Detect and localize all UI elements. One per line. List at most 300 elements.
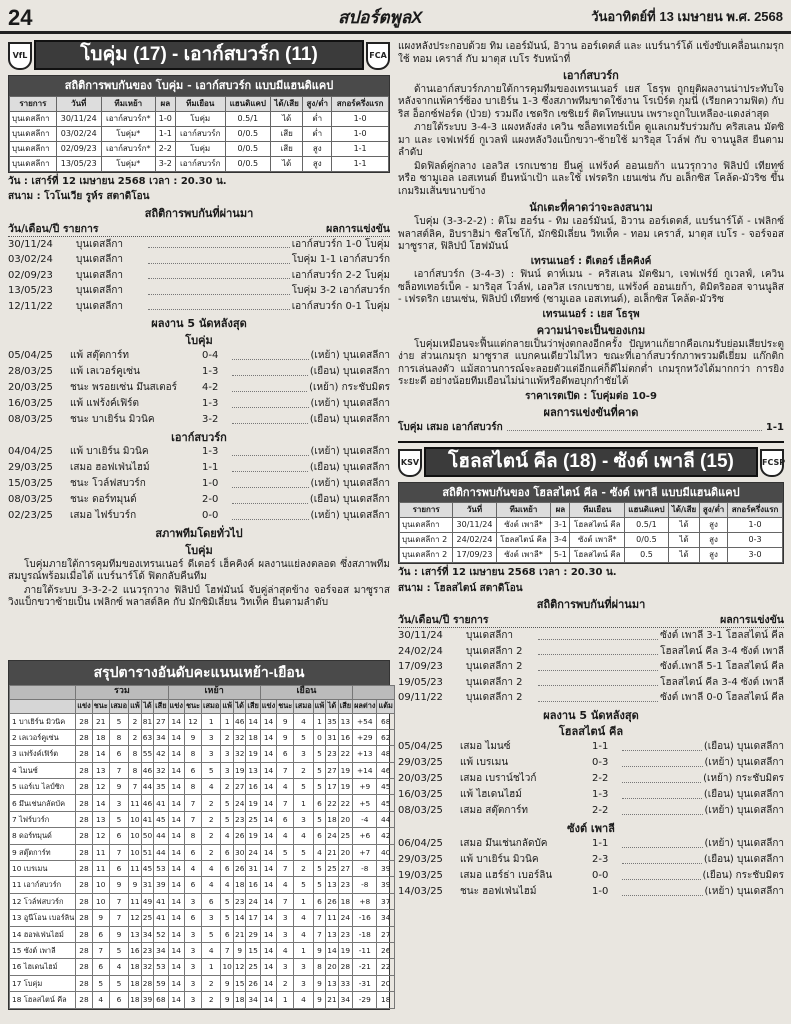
issue-date: วันอาทิตย์ที่ 13 เมษายน พ.ศ. 2568 xyxy=(591,9,783,24)
standings-cell: 49 xyxy=(141,893,153,909)
standings-cell: 14 xyxy=(260,795,276,811)
standings-cell: 2 xyxy=(202,811,221,827)
form-match-row xyxy=(8,348,390,364)
match2-team-b-label: ซังต์ เพาลี xyxy=(567,822,615,836)
standings-cell: 48 xyxy=(377,746,394,762)
standings-cell: 33 xyxy=(338,975,352,991)
standings-cell: 14 xyxy=(260,861,276,877)
standings-cell: 3 xyxy=(184,942,201,958)
standings-cell: 6 xyxy=(184,877,201,893)
form-venue: (เหย้า) กระชับมิตร xyxy=(703,773,784,785)
standings-cell: 28 xyxy=(338,959,352,975)
form-opponent: แพ้ แฟร้งค์เฟิร์ต xyxy=(70,397,140,409)
past-match-row xyxy=(8,283,390,299)
standings-cell: 10 xyxy=(92,893,109,909)
standings-cell: 7 xyxy=(184,795,201,811)
standings-cell: 4 xyxy=(294,910,313,926)
standings-cell: 9 xyxy=(221,975,234,991)
form-score: 1-3 xyxy=(202,365,219,377)
h2h-cell: ได้ xyxy=(668,548,699,563)
form-score: 0-4 xyxy=(202,349,219,361)
standings-team: 7 ไฟร์บวร์ก xyxy=(10,811,76,827)
standings-header-cell: เสมอ xyxy=(202,699,221,713)
standings-cell: 14 xyxy=(260,713,276,729)
standings-cell: 18 xyxy=(246,729,260,745)
standings-cell: 5 xyxy=(221,811,234,827)
standings-cell: 27 xyxy=(326,762,338,778)
h2h-header-cell: ทีมเหย้า xyxy=(496,503,551,518)
h2h-cell: บุนเดสลีกา 2 xyxy=(400,533,453,548)
standings-cell: 28 xyxy=(76,861,92,877)
standings-cell: 7 xyxy=(109,893,128,909)
standings-cell: 8 xyxy=(109,729,128,745)
standings-cell: 2 xyxy=(202,795,221,811)
standings-cell: 4 xyxy=(202,942,221,958)
form-match-row xyxy=(398,868,784,884)
standings-cell: 7 xyxy=(221,942,234,958)
standings-header-cell: เสีย xyxy=(338,699,352,713)
standings-cell: 14 xyxy=(168,713,184,729)
h2h-cell: 0/0.5 xyxy=(225,141,270,156)
standings-cell: 9 xyxy=(221,992,234,1008)
standings-cell: 9 xyxy=(109,779,128,795)
match1-para1: โบคุ่มภายใต้การคุมทีมของเทรนเนอร์ ดีเตอร์ เฮ็คคิงค์ ผลงานแย่ลงตลอด ซึ่งสภาพทีมสมบูรณ์พร้อมเมื่อได้ แบร์นาร์โด้ ฟิตกลับคืนทีม xyxy=(8,558,390,583)
h2h-cell: 17/09/23 xyxy=(453,548,496,563)
standings-cell: 24 xyxy=(234,795,246,811)
match1-coach-b: เทรนเนอร์ : เยส โธรุพ xyxy=(542,308,640,320)
standings-cell: 10 xyxy=(92,877,109,893)
match1-pred-title: ผลการแข่งขันที่คาด xyxy=(543,406,639,420)
standings-cell: 7 xyxy=(277,762,294,778)
standings-cell: 23 xyxy=(234,811,246,827)
h2h-cell: 1-1 xyxy=(332,141,389,156)
past-date: 13/05/23 xyxy=(8,285,53,297)
form-venue: (เหย้า) บุนเดสลีกา xyxy=(704,757,784,769)
standings-row xyxy=(10,713,395,729)
h2h-cell: 1-0 xyxy=(332,126,389,141)
standings-cell: 14 xyxy=(260,893,276,909)
standings-cell: 24 xyxy=(246,844,260,860)
standings-cell: 32 xyxy=(154,762,168,778)
form-match-row xyxy=(398,836,784,852)
standings-cell: 14 xyxy=(168,959,184,975)
standings-cell: 22 xyxy=(338,795,352,811)
match1-h2h-box xyxy=(8,75,390,173)
match1-right-team-b: เอาก์สบวร์ก xyxy=(563,69,619,82)
past-competition: บุนเดสลีกา xyxy=(76,285,123,297)
standings-cell: 19 xyxy=(246,746,260,762)
standings-cell: 53 xyxy=(154,861,168,877)
standings-cell: 8 xyxy=(129,762,142,778)
standings-cell: 81 xyxy=(141,713,153,729)
standings-cell: 12 xyxy=(92,828,109,844)
standings-cell: 6 xyxy=(109,828,128,844)
standings-cell: 46 xyxy=(234,713,246,729)
dotted-leader xyxy=(538,675,658,687)
standings-team: 13 อูนีโอน เบอร์ลิน xyxy=(10,910,76,926)
h2h-cell: ต่ำ xyxy=(303,126,332,141)
standings-cell: 14 xyxy=(326,942,338,958)
h2h-cell: 5-1 xyxy=(551,548,570,563)
standings-cell: 34 xyxy=(377,910,394,926)
standings-cell: 11 xyxy=(129,861,142,877)
standings-cell: 23 xyxy=(141,942,153,958)
form-match-row xyxy=(398,755,784,771)
match1-lineup-b: เอาก์สบวร์ก (3-4-3) : ฟินน์ ดาห์เมน - คริสเลน มัตซิมา, เจฟเฟร์ย์ กูเวลฟ์, เควิน ซล็อทเทอร์เบ็ค - มาริอุส โวล์ฟ, เอลวิส เรกเบชาย, แฟร้งค์ ออนเยก้า, ดิมิตริออส จานนูลิส - เฟรดริก เยนเซ่น, ฟิลิปป์ เทียทซ์ (ซามูเอล เอสเทนด์), อเล็กซิส โคล้ด-มัวริซ xyxy=(398,269,784,305)
past-date: 19/05/23 xyxy=(398,676,443,688)
dotted-leader xyxy=(232,492,308,504)
form-date: 29/03/25 xyxy=(8,462,53,474)
standings-cell: 14 xyxy=(260,779,276,795)
standings-header-cell: เสีย xyxy=(246,699,260,713)
standings-row xyxy=(10,746,395,762)
form-venue: (เหย้า) บุนเดสลีกา xyxy=(704,885,784,897)
standings-cell: 14 xyxy=(260,910,276,926)
dotted-leader xyxy=(232,412,308,424)
h2h-cell: บุนเดสลีกา xyxy=(10,156,57,171)
standings-cell: 5 xyxy=(313,762,326,778)
h2h-row xyxy=(400,548,783,563)
standings-cell: 23 xyxy=(338,877,352,893)
standings-cell: 21 xyxy=(326,844,338,860)
standings-table xyxy=(9,685,395,1009)
standings-cell: 28 xyxy=(76,942,92,958)
standings-team: 18 โฮลสไตน์ คีล xyxy=(10,992,76,1008)
standings-cell: 6 xyxy=(221,844,234,860)
standings-cell: +7 xyxy=(353,844,377,860)
match1-stadium: สนาม : โวโนเวีย รูห์ร สตาดิโอน xyxy=(8,191,150,203)
past-match-row xyxy=(398,644,784,660)
standings-cell: 23 xyxy=(234,893,246,909)
standings-cell: 14 xyxy=(260,811,276,827)
standings-cell: 3 xyxy=(184,975,201,991)
match1-condition-team: โบคุ่ม xyxy=(185,544,213,558)
h2h-cell: โบคุ่ม xyxy=(175,141,225,156)
past-date: 24/02/24 xyxy=(398,645,443,657)
standings-cell: 14 xyxy=(168,779,184,795)
dotted-leader xyxy=(232,460,308,472)
standings-cell: 27 xyxy=(234,779,246,795)
form-opponent: ชนะ พรอยเซ่น มึนสเตอร์ xyxy=(70,381,178,393)
standings-cell: 28 xyxy=(76,926,92,942)
standings-cell: -29 xyxy=(353,992,377,1008)
form-opponent: เสมอ สตุ๊ตการ์ท xyxy=(460,805,529,817)
standings-cell: 4 xyxy=(294,828,313,844)
standings-cell: 7 xyxy=(277,861,294,877)
h2h-cell: ได้ xyxy=(270,156,302,171)
standings-cell: 62 xyxy=(377,729,394,745)
standings-cell: +54 xyxy=(353,713,377,729)
past-result: โบคุ่ม 1-1 เอาก์สบวร์ก xyxy=(291,254,390,266)
standings-cell: 28 xyxy=(76,877,92,893)
form-venue: (เยือน) บุนเดสลีกา xyxy=(309,494,390,506)
standings-cell: 44 xyxy=(154,828,168,844)
dotted-leader xyxy=(538,690,658,702)
form-match-row xyxy=(8,444,390,460)
standings-cell: 3 xyxy=(184,893,201,909)
standings-cell: 28 xyxy=(76,910,92,926)
standings-cell: -8 xyxy=(353,877,377,893)
form-score: 0-3 xyxy=(592,757,609,769)
form-opponent: เสมอ มึนเช่นกลัดบัค xyxy=(460,837,548,849)
standings-cell: 14 xyxy=(260,828,276,844)
standings-cell: 11 xyxy=(129,795,142,811)
standings-header-cell: เสมอ xyxy=(294,699,313,713)
standings-cell: 2 xyxy=(202,992,221,1008)
standings-cell: 5 xyxy=(294,844,313,860)
standings-team: 15 ซังต์ เพาลี xyxy=(10,942,76,958)
standings-cell: 42 xyxy=(154,746,168,762)
dotted-leader xyxy=(538,628,658,640)
standings-cell: 10 xyxy=(129,828,142,844)
dotted-leader xyxy=(622,787,702,799)
standings-row xyxy=(10,975,395,991)
form-opponent: แพ้ บาเยิร์น มิวนิค xyxy=(460,853,539,865)
standings-cell: 41 xyxy=(154,910,168,926)
standings-team: 3 แฟร้งค์เฟิร์ต xyxy=(10,746,76,762)
standings-cell: 19 xyxy=(338,779,352,795)
standings-cell: 11 xyxy=(92,861,109,877)
past-competition: บุนเดสลีกา 2 xyxy=(466,645,523,657)
standings-cell: 19 xyxy=(338,762,352,778)
standings-header-cell: ชนะ xyxy=(184,699,201,713)
standings-cell: 6 xyxy=(277,746,294,762)
h2h-header-cell: รายการ xyxy=(10,96,57,111)
standings-cell: 25 xyxy=(141,910,153,926)
standings-cell: 15 xyxy=(246,942,260,958)
h2h-row xyxy=(10,141,389,156)
dotted-leader xyxy=(232,364,308,376)
dotted-leader xyxy=(148,283,290,295)
form-date: 08/03/25 xyxy=(8,413,53,425)
form-date: 29/03/25 xyxy=(398,853,443,865)
match1-h2h-title: สถิติการพบกันของ โบคุ่ม - เอาก์สบวร์ก แบบมีแฮนดิแคป xyxy=(9,76,389,96)
h2h-cell: บุนเดสลีกา xyxy=(10,126,57,141)
standings-cell: +6 xyxy=(353,828,377,844)
standings-cell: 42 xyxy=(377,828,394,844)
standings-cell: 27 xyxy=(338,861,352,877)
standings-cell: 28 xyxy=(76,729,92,745)
standings-cell: 4 xyxy=(294,713,313,729)
standings-cell: 28 xyxy=(76,762,92,778)
standings-cell: 12 xyxy=(129,910,142,926)
match1-form-b-list xyxy=(8,444,390,524)
standings-header-cell: เสีย xyxy=(154,699,168,713)
match1-h2h-table xyxy=(9,96,389,172)
standings-cell: 3 xyxy=(184,926,201,942)
form-date: 19/03/25 xyxy=(398,869,443,881)
standings-cell: 5 xyxy=(294,877,313,893)
standings-cell: 27 xyxy=(154,713,168,729)
form-opponent: ชนะ บาเยิร์น มิวนิค xyxy=(70,413,155,425)
standings-cell: 14 xyxy=(168,844,184,860)
standings-cell: 35 xyxy=(326,713,338,729)
h2h-header-cell: แฮนดิแคป xyxy=(225,96,270,111)
standings-cell: 18 xyxy=(234,877,246,893)
standings-cell: 6 xyxy=(202,893,221,909)
h2h-cell: สูง xyxy=(700,518,728,533)
standings-cell: 20 xyxy=(377,975,394,991)
standings-cell: 18 xyxy=(129,959,142,975)
standings-row xyxy=(10,844,395,860)
h2h-cell: 1-0 xyxy=(332,111,389,126)
standings-cell: 46 xyxy=(141,762,153,778)
past-result: โฮลสไตน์ คีล 3-4 ซังต์ เพาลี xyxy=(660,645,784,657)
match1-team-a-label: โบคุ่ม xyxy=(185,333,213,347)
standings-cell: 4 xyxy=(313,844,326,860)
standings-group-blank xyxy=(353,685,395,699)
form-date: 20/03/25 xyxy=(8,381,53,393)
form-score: 1-0 xyxy=(202,478,219,490)
standings-cell: 14 xyxy=(168,992,184,1008)
form-date: 04/04/25 xyxy=(8,446,53,458)
standings-cell: 14 xyxy=(168,893,184,909)
standings-cell: 14 xyxy=(92,746,109,762)
standings-cell: 5 xyxy=(109,975,128,991)
standings-cell: 21 xyxy=(326,992,338,1008)
standings-row xyxy=(10,811,395,827)
standings-cell: 3 xyxy=(202,910,221,926)
standings-cell: -31 xyxy=(353,975,377,991)
standings-cell: 7 xyxy=(277,795,294,811)
standings-team: 6 มึนเช่นกลัดบัค xyxy=(10,795,76,811)
h2h-cell: 30/11/24 xyxy=(453,518,496,533)
standings-cell: 4 xyxy=(202,861,221,877)
standings-row xyxy=(10,992,395,1008)
standings-cell: 8 xyxy=(313,959,326,975)
standings-cell: 14 xyxy=(168,910,184,926)
standings-cell: 6 xyxy=(313,795,326,811)
form-match-row xyxy=(398,803,784,819)
standings-cell: 14 xyxy=(168,795,184,811)
form-venue: (เหย้า) บุนเดสลีกา xyxy=(704,805,784,817)
standings-cell: 14 xyxy=(168,811,184,827)
form-score: 1-1 xyxy=(202,462,219,474)
standings-cell: 4 xyxy=(277,828,294,844)
standings-cell: 31 xyxy=(326,729,338,745)
standings-cell: 28 xyxy=(76,975,92,991)
standings-cell: 39 xyxy=(141,992,153,1008)
standings-cell: 5 xyxy=(313,861,326,877)
form-date: 20/03/25 xyxy=(398,773,443,785)
match2-stadium: สนาม : โฮลสไตน์ สตาดิโอน xyxy=(398,582,523,594)
h2h-cell: 2-2 xyxy=(155,141,175,156)
match2-h2h-table xyxy=(399,502,783,563)
h2h-cell: โฮลสไตน์ คีล xyxy=(570,518,625,533)
standings-cell: 14 xyxy=(260,992,276,1008)
standings-cell: 7 xyxy=(313,910,326,926)
standings-cell: 15 xyxy=(234,975,246,991)
form-opponent: ชนะ ฮอฟเฟ่นไฮม์ xyxy=(460,885,537,897)
standings-cell: 16 xyxy=(129,942,142,958)
standings-cell: 0 xyxy=(313,729,326,745)
h2h-cell: 02/09/23 xyxy=(56,141,101,156)
standings-cell: 28 xyxy=(76,959,92,975)
past-competition: บุนเดสลีกา 2 xyxy=(466,676,523,688)
h2h-cell: เอาก์สบวร์ก xyxy=(175,126,225,141)
standings-cell: 26 xyxy=(326,893,338,909)
standings-cell: 9 xyxy=(313,975,326,991)
standings-cell: 4 xyxy=(294,992,313,1008)
standings-cell: 5 xyxy=(202,926,221,942)
past-competition: บุนเดสลีกา xyxy=(76,254,123,266)
form-venue: (เยือน) บุนเดสลีกา xyxy=(309,462,390,474)
h2h-cell: ได้ xyxy=(668,518,699,533)
h2h-cell: 03/02/24 xyxy=(56,126,101,141)
match2-past-header: วัน/เดือน/ปี รายการ ผลการแข่งขัน xyxy=(398,614,784,628)
standings-cell: 68 xyxy=(377,713,394,729)
form-date: 06/04/25 xyxy=(398,837,443,849)
standings-cell: 41 xyxy=(141,811,153,827)
standings-cell: 68 xyxy=(154,992,168,1008)
h2h-cell: 1-1 xyxy=(332,156,389,171)
h2h-cell: สูง xyxy=(700,533,728,548)
standings-cell: 14 xyxy=(260,926,276,942)
h2h-row xyxy=(10,156,389,171)
standings-cell: 55 xyxy=(141,746,153,762)
h2h-cell: เอาก์สบวร์ก* xyxy=(101,111,155,126)
standings-cell: 5 xyxy=(313,746,326,762)
h2h-cell: 3-2 xyxy=(155,156,175,171)
dotted-leader xyxy=(622,755,703,767)
past-date: 03/02/24 xyxy=(8,254,53,266)
form-score: 1-3 xyxy=(202,397,219,409)
standings-cell: 4 xyxy=(277,779,294,795)
h2h-cell: โบคุ่ม* xyxy=(101,156,155,171)
standings-team: 1 บาเยิร์น มิวนิค xyxy=(10,713,76,729)
standings-cell: 18 xyxy=(129,975,142,991)
standings-cell: 3 xyxy=(294,811,313,827)
h2h-cell: ต่ำ xyxy=(303,111,332,126)
h2h-cell: ได้ xyxy=(668,533,699,548)
standings-cell: 50 xyxy=(141,828,153,844)
standings-team: 2 เลเวอร์คูเซ่น xyxy=(10,729,76,745)
standings-cell: 1 xyxy=(221,713,234,729)
standings-cell: 3 xyxy=(184,959,201,975)
past-match-row xyxy=(8,299,390,315)
past-match-row xyxy=(8,268,390,284)
h2h-cell: ซังต์ เพาลี* xyxy=(496,518,551,533)
form-match-row xyxy=(8,492,390,508)
standings-cell: 13 xyxy=(338,713,352,729)
form-match-row xyxy=(8,508,390,524)
standings-cell: 3 xyxy=(277,910,294,926)
standings-cell: 6 xyxy=(109,861,128,877)
match1-title-bar xyxy=(12,40,387,70)
standings-cell: 14 xyxy=(168,828,184,844)
standings-cell: 28 xyxy=(76,893,92,909)
form-score: 0-0 xyxy=(592,869,609,881)
standings-cell: 41 xyxy=(154,893,168,909)
standings-cell: -11 xyxy=(353,942,377,958)
standings-cell: 41 xyxy=(154,795,168,811)
match2-form-a-list xyxy=(398,739,784,819)
standings-header-cell: ได้ xyxy=(326,699,338,713)
form-opponent: แพ้ ไฮเดนไฮม์ xyxy=(460,789,522,801)
h2h-cell: โบคุ่ม xyxy=(175,111,225,126)
standings-cell: 19 xyxy=(246,795,260,811)
h2h-cell: เอาก์สบวร์ก xyxy=(175,156,225,171)
standings-row xyxy=(10,893,395,909)
standings-cell: 18 xyxy=(326,811,338,827)
h2h-cell: โฮลสไตน์ คีล xyxy=(570,548,625,563)
standings-cell: 4 xyxy=(92,992,109,1008)
form-opponent: แพ้ เลเวอร์คูเซ่น xyxy=(70,365,140,377)
standings-cell: 4 xyxy=(202,779,221,795)
past-date: 17/09/23 xyxy=(398,661,443,673)
form-date: 05/04/25 xyxy=(8,349,53,361)
match1-pred-text: โบคุ่ม เสมอ เอาก์สบวร์ก xyxy=(398,422,503,433)
